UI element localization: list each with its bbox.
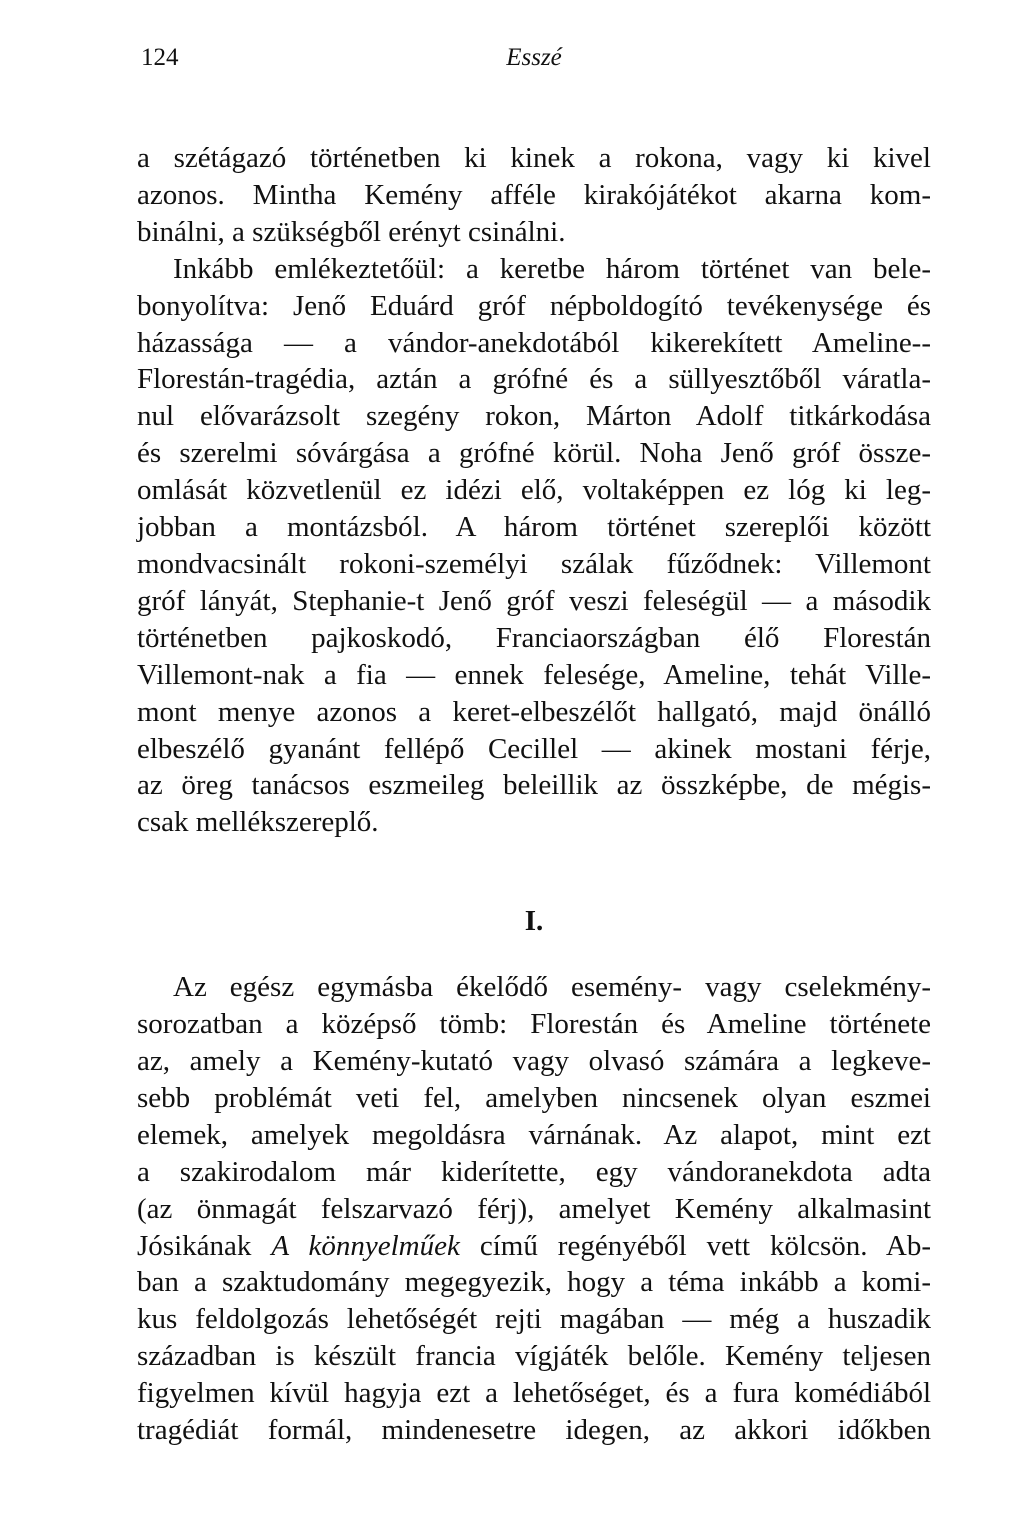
paragraph-summary bbox=[137, 251, 931, 842]
text-line: a szakirodalom már kiderítette, egy vándoranekdota adta bbox=[137, 1155, 931, 1188]
text-line: mondvacsinált rokoni-személyi szálak fűződnek: Villemont bbox=[137, 547, 931, 580]
running-title: Esszé bbox=[506, 44, 562, 71]
text-line: Villemont-nak a fia — ennek felesége, Ameline, tehát Ville- bbox=[137, 658, 931, 691]
text-line-with-title bbox=[137, 1228, 931, 1265]
section-heading: I. bbox=[524, 905, 544, 938]
text-fragment: Jósikának bbox=[137, 1229, 272, 1262]
text-line: elemek, amelyek megoldásra várnának. Az alapot, mint ezt bbox=[137, 1118, 931, 1151]
text-line: Inkább emlékeztetőül: a keretbe három történet van bele- bbox=[173, 252, 931, 285]
text-line: csak mellékszereplő. bbox=[137, 806, 379, 839]
text-line: Florestán-tragédia, aztán a grófné és a süllyesztőből váratla- bbox=[137, 363, 931, 396]
paragraph-continuation bbox=[137, 140, 931, 251]
text-line: binálni, a szükségből erényt csinálni. bbox=[137, 215, 566, 248]
text-line: bonyolítva: Jenő Eduárd gróf népboldogító tevékenysége és bbox=[137, 289, 931, 322]
text-line: mont menye azonos a keret-elbeszélőt hallgató, majd önálló bbox=[137, 695, 931, 728]
text-line: században is készült francia vígjáték belőle. Kemény teljesen bbox=[137, 1340, 931, 1373]
text-line: jobban a montázsból. A három történet szereplői között bbox=[137, 511, 931, 544]
text-line: nul elővarázsolt szegény rokon, Márton Adolf titkárkodása bbox=[137, 400, 931, 433]
text-line: elbeszélő gyanánt fellépő Cecillel — akinek mostani férje, bbox=[137, 732, 931, 765]
text-line: tragédiát formál, mindenesetre idegen, az akkori időkben bbox=[137, 1414, 931, 1447]
text-line: és szerelmi sóvárgása a grófné körül. Noha Jenő gróf össze- bbox=[137, 437, 931, 470]
text-line: kus feldolgozás lehetőségét rejti magában — még a huszadik bbox=[137, 1303, 931, 1336]
paragraph-section-one bbox=[137, 969, 931, 1449]
text-line: ban a szaktudomány megegyezik, hogy a téma inkább a komi- bbox=[137, 1266, 931, 1299]
text-line: azonos. Mintha Kemény afféle kirakójátékot akarna kom- bbox=[137, 178, 931, 211]
text-line: az öreg tanácsos eszmeileg beleillik az összképbe, de mégis- bbox=[137, 769, 931, 802]
book-page bbox=[137, 40, 931, 1449]
text-fragment: című regényéből vett kölcsön. Ab- bbox=[459, 1229, 931, 1262]
text-line: figyelmen kívül hagyja ezt a lehetőséget, és a fura komédiából bbox=[137, 1377, 931, 1410]
text-line: sorozatban a középső tömb: Florestán és Ameline története bbox=[137, 1008, 931, 1041]
book-title: A könnyelműek bbox=[271, 1229, 460, 1262]
text-line: történetben pajkoskodó, Franciaországban élő Florestán bbox=[137, 621, 931, 654]
text-line: házassága — a vándor-anekdotából kikerekített Ameline-- bbox=[137, 326, 931, 359]
text-line: a szétágazó történetben ki kinek a rokona, vagy ki kivel bbox=[137, 142, 931, 174]
page-number: 124 bbox=[141, 44, 179, 71]
text-line: (az önmagát felszarvazó férj), amelyet Kemény alkalmasint bbox=[137, 1192, 931, 1225]
text-line: gróf lányát, Stephanie-t Jenő gróf veszi feleségül — a második bbox=[137, 584, 931, 617]
text-line: omlását közvetlenül ez idézi elő, voltaképpen ez lóg ki leg- bbox=[137, 474, 931, 507]
running-head bbox=[137, 40, 931, 76]
text-line: az, amely a Kemény-kutató vagy olvasó számára a legkeve- bbox=[137, 1045, 931, 1078]
text-line: sebb problémát veti fel, amelyben nincsenek olyan eszmei bbox=[137, 1081, 931, 1114]
body-text bbox=[137, 140, 931, 1449]
text-line: Az egész egymásba ékelődő esemény- vagy cselekmény- bbox=[173, 971, 931, 1004]
